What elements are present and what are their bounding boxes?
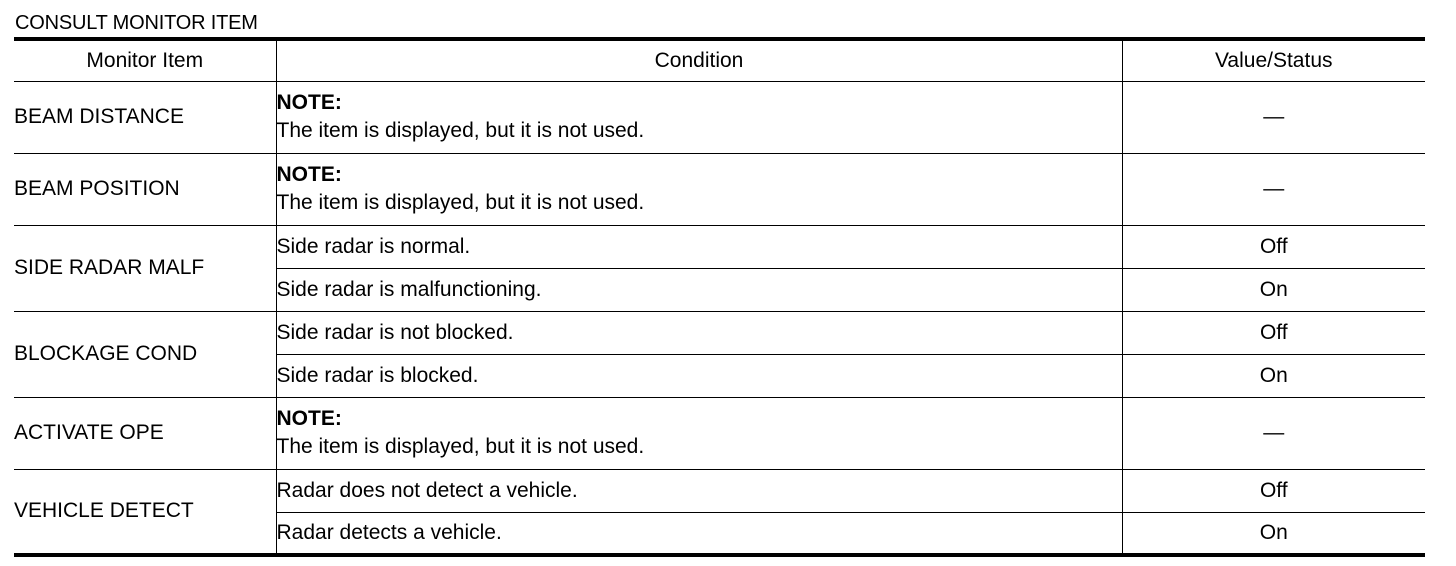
monitor-item-cell: ACTIVATE OPE — [14, 397, 276, 469]
table-row — [14, 311, 1425, 354]
condition-cell: Radar does not detect a vehicle. — [276, 469, 1122, 512]
section-title: CONSULT MONITOR ITEM — [15, 12, 258, 34]
monitor-item-cell: BLOCKAGE COND — [14, 311, 276, 397]
table-row — [14, 81, 1425, 153]
condition-cell: Side radar is blocked. — [276, 354, 1122, 397]
header-monitor-item: Monitor Item — [14, 39, 276, 81]
value-cell: Off — [1122, 311, 1425, 354]
table-row — [14, 469, 1425, 512]
note-text: The item is displayed, but it is not used. — [276, 119, 645, 142]
value-cell: Off — [1122, 469, 1425, 512]
value-cell: On — [1122, 512, 1425, 555]
value-cell: Off — [1122, 225, 1425, 268]
monitor-item-table — [14, 37, 1425, 557]
note-label: NOTE: — [276, 407, 342, 430]
value-cell: On — [1122, 354, 1425, 397]
condition-cell: Radar detects a vehicle. — [276, 512, 1122, 555]
condition-cell — [276, 153, 1122, 225]
table-row — [14, 153, 1425, 225]
monitor-item-cell: BEAM POSITION — [14, 153, 276, 225]
table-row — [14, 225, 1425, 268]
condition-cell: Side radar is malfunctioning. — [276, 268, 1122, 311]
value-cell: — — [1122, 153, 1425, 225]
condition-cell — [276, 81, 1122, 153]
note-text: The item is displayed, but it is not used. — [276, 435, 645, 458]
value-cell: On — [1122, 268, 1425, 311]
monitor-item-cell: BEAM DISTANCE — [14, 81, 276, 153]
header-condition: Condition — [276, 39, 1122, 81]
value-cell: — — [1122, 81, 1425, 153]
note-label: NOTE: — [276, 91, 342, 114]
monitor-item-cell: VEHICLE DETECT — [14, 469, 276, 555]
note-label: NOTE: — [276, 163, 342, 186]
condition-cell — [276, 397, 1122, 469]
monitor-item-cell: SIDE RADAR MALF — [14, 225, 276, 311]
header-row — [14, 39, 1425, 81]
condition-cell: Side radar is normal. — [276, 225, 1122, 268]
header-value-status: Value/Status — [1122, 39, 1425, 81]
condition-cell: Side radar is not blocked. — [276, 311, 1122, 354]
value-cell: — — [1122, 397, 1425, 469]
note-text: The item is displayed, but it is not used. — [276, 191, 645, 214]
table-row — [14, 397, 1425, 469]
